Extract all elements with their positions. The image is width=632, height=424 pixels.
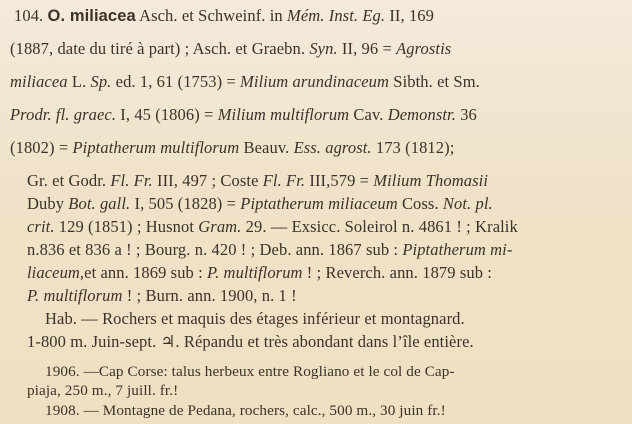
text-line	[27, 194, 613, 214]
text-segment: piaja, 250 m., 7 juill. fr.!	[27, 382, 179, 399]
text-segment: II, 96 =	[337, 39, 397, 58]
text-segment: Hab. — Rochers et maquis des étages inférieur et montagnard.	[45, 309, 465, 328]
line-13	[45, 363, 455, 380]
text-segment: II, 169	[385, 6, 435, 25]
italic-segment: crit.	[27, 217, 55, 236]
italic-segment: Piptatherum mi-	[402, 240, 513, 259]
italic-segment: Piptatherum multiflorum	[72, 138, 240, 157]
text-segment: Gr. et Godr.	[27, 171, 111, 190]
line-1	[10, 39, 451, 58]
italic-segment: Fl. Fr.	[262, 171, 306, 190]
text-segment: III,579 =	[305, 171, 374, 190]
text-segment: et ann. 1869 sub :	[84, 263, 208, 282]
italic-segment: Prodr. fl. graec.	[10, 105, 117, 124]
habitat-line	[45, 309, 613, 329]
text-segment: ! ; Burn. ann. 1900, n. 1 !	[122, 286, 297, 305]
line-6	[27, 194, 493, 213]
text-segment: 173 (1812);	[371, 138, 455, 157]
line-11	[45, 309, 465, 328]
text-segment: ed. 1, 61 (1753) =	[111, 72, 241, 91]
line-14	[27, 382, 178, 399]
italic-segment: Bot. gall.	[68, 194, 131, 213]
italic-segment: Milium multiflorum	[217, 105, 350, 124]
text-line	[27, 286, 613, 306]
text-line	[27, 217, 613, 237]
italic-segment: Gram.	[198, 217, 242, 236]
line-0	[139, 6, 434, 25]
text-segment: 29. — Exsicc. Soleirol n. 4861 ! ; Kralik	[241, 217, 518, 236]
text-segment: I, 45 (1806) =	[116, 105, 218, 124]
text-segment: Beauv.	[239, 138, 294, 157]
text-line	[27, 263, 613, 283]
line-9	[27, 263, 492, 282]
italic-segment: Milium Thomasii	[373, 171, 489, 190]
italic-segment: Syn.	[309, 39, 338, 58]
text-line	[27, 240, 613, 260]
record-line	[27, 381, 613, 401]
line-15	[45, 402, 446, 419]
line-10	[27, 286, 297, 305]
text-segment: (1887, date du tiré à part) ; Asch. et Graebn.	[10, 39, 310, 58]
text-segment: 1906. —Cap Corse: talus herbeux entre Rogliano et le col de Cap-	[45, 363, 455, 380]
italic-segment: miliacea	[10, 72, 68, 91]
line-5	[27, 171, 488, 190]
text-segment: I, 505 (1828) =	[130, 194, 241, 213]
line-12	[27, 332, 474, 351]
line-3	[10, 105, 477, 124]
text-segment: ! ; Reverch. ann. 1879 sub :	[302, 263, 492, 282]
italic-segment: Piptatherum miliaceum	[240, 194, 398, 213]
text-segment: L.	[67, 72, 91, 91]
text-segment: 36	[455, 105, 477, 124]
italic-segment: Demonstr.	[387, 105, 456, 124]
italic-segment: Not. pl.	[442, 194, 493, 213]
text-segment: Asch. et Schweinf. in	[139, 6, 287, 25]
entry-number: 104.	[14, 6, 44, 25]
italic-segment: P. multiflorum	[27, 286, 123, 305]
text-line	[10, 39, 622, 59]
text-line	[27, 171, 613, 191]
italic-segment: Ess. agrost.	[293, 138, 372, 157]
text-line	[10, 105, 622, 125]
italic-segment: Fl. Fr.	[110, 171, 153, 190]
text-line	[10, 138, 622, 158]
record-line	[45, 362, 613, 382]
italic-segment: Milium arundinaceum	[240, 72, 390, 91]
italic-segment: liaceum,	[27, 263, 85, 282]
text-line	[14, 6, 620, 26]
line-4	[10, 138, 454, 157]
habitat-line	[27, 332, 613, 352]
italic-segment: Sp.	[90, 72, 112, 91]
text-segment: 1-800 m. Juin-sept. ♃. Répandu et très abondant dans l’île entière.	[27, 332, 474, 351]
italic-segment: P. multiflorum	[207, 263, 303, 282]
italic-segment: Agrostis	[396, 39, 452, 58]
text-segment: Sibth. et Sm.	[389, 72, 480, 91]
text-segment: 1908. — Montagne de Pedana, rochers, calc., 500 m., 30 juin fr.!	[45, 402, 446, 419]
line-2	[10, 72, 480, 91]
text-segment: Coss.	[397, 194, 443, 213]
text-segment: 129 (1851) ; Husnot	[54, 217, 199, 236]
line-8	[27, 240, 512, 259]
entry-name: O. miliacea	[47, 7, 136, 25]
text-segment: III, 497 ; Coste	[152, 171, 263, 190]
text-segment: n.836 et 836 a ! ; Bourg. n. 420 ! ; Deb. ann. 1867 sub :	[27, 240, 403, 259]
line-7	[27, 217, 518, 236]
text-line	[10, 72, 622, 92]
text-segment: Duby	[27, 194, 69, 213]
text-segment: (1802) =	[10, 138, 73, 157]
text-segment: Cav.	[349, 105, 388, 124]
italic-segment: Mém. Inst. Eg.	[287, 6, 386, 25]
record-line	[45, 401, 613, 421]
